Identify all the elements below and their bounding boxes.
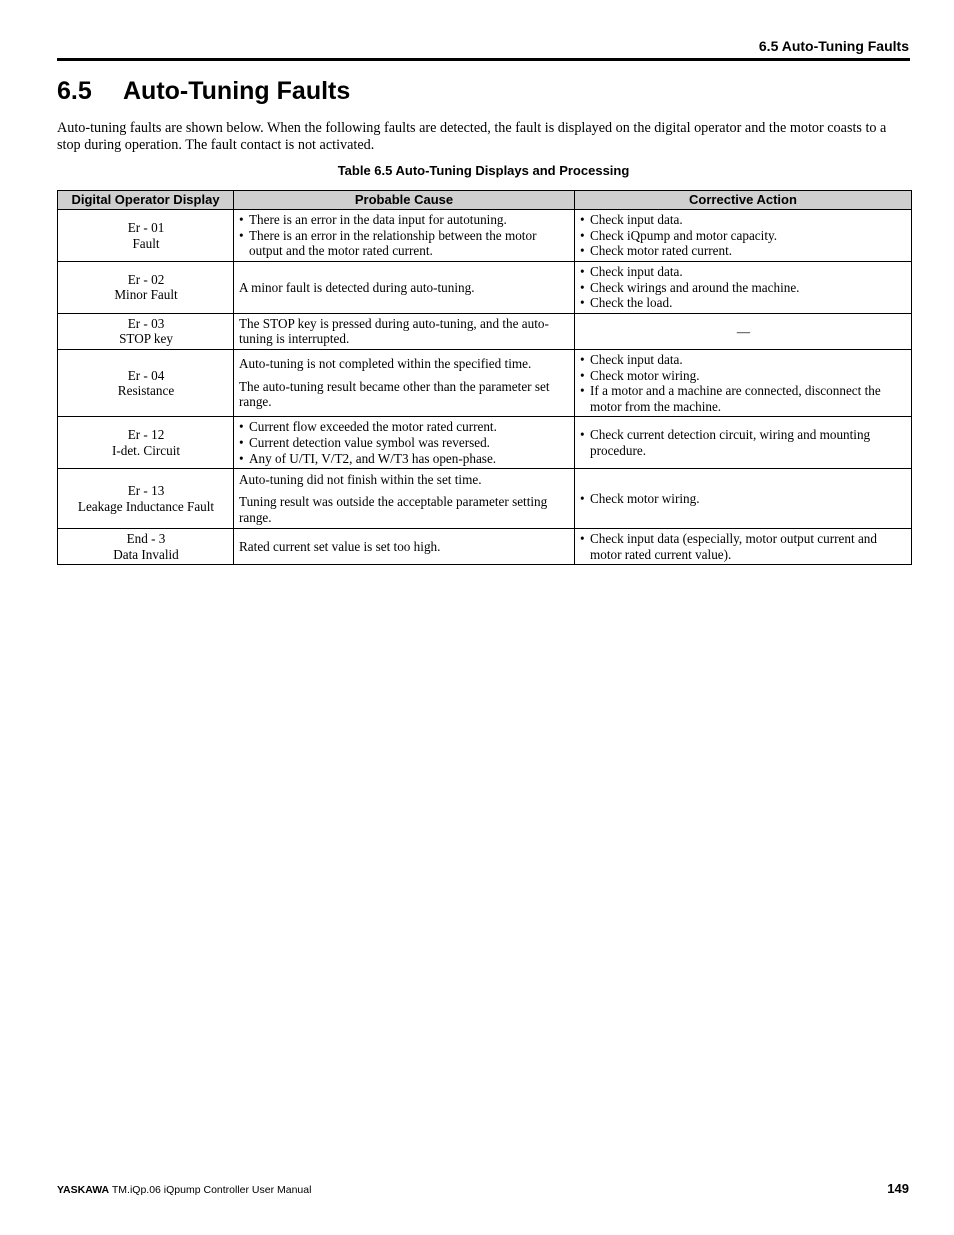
- footer-manual-title: TM.iQp.06 iQpump Controller User Manual: [111, 1184, 312, 1196]
- table-row: [58, 262, 912, 314]
- table-row: [58, 469, 912, 529]
- footer-brand: YASKAWA: [57, 1184, 110, 1196]
- corrective-action-cell: [575, 349, 912, 416]
- table-header-row: [58, 191, 912, 210]
- table-row: [58, 529, 912, 565]
- action-item: • Check current detection circuit, wiring and mounting procedure.: [580, 427, 907, 458]
- operator-display-cell: [58, 469, 234, 529]
- cause-item: • Current detection value symbol was reversed.: [239, 435, 570, 451]
- corrective-action-cell: [575, 529, 912, 565]
- cause-paragraph: Tuning result was outside the acceptable parameter setting range.: [239, 494, 548, 525]
- display-code: End - 3: [126, 531, 166, 547]
- display-label: I-det. Circuit: [111, 442, 181, 458]
- display-label: Leakage Inductance Fault: [77, 498, 215, 514]
- action-item: • Check iQpump and motor capacity.: [580, 228, 907, 244]
- cause-paragraph: Auto-tuning did not finish within the set time.: [239, 471, 482, 487]
- display-code: Er - 13: [127, 483, 165, 499]
- table-row: [58, 349, 912, 416]
- action-item: • If a motor and a machine are connected, disconnect the motor from the machine.: [580, 383, 907, 414]
- section-number: 6.5: [57, 77, 92, 105]
- operator-display-cell: [58, 262, 234, 314]
- operator-display-cell: [58, 313, 234, 349]
- display-code: Er - 01: [127, 219, 165, 235]
- table-row: [58, 417, 912, 469]
- display-label: STOP key: [119, 331, 173, 347]
- display-label: Minor Fault: [114, 287, 178, 303]
- section-title: [57, 76, 350, 106]
- display-label: Fault: [132, 235, 160, 251]
- action-item: • Check motor wiring.: [580, 368, 907, 384]
- cause-item: • There is an error in the data input for autotuning.: [239, 212, 570, 228]
- corrective-action-cell: [575, 262, 912, 314]
- action-item: • Check motor rated current.: [580, 243, 907, 259]
- action-item: • Check wirings and around the machine.: [580, 280, 907, 296]
- auto-tuning-faults-table: [57, 190, 912, 565]
- action-item: • Check input data.: [580, 264, 907, 280]
- column-header-action: Corrective Action: [575, 191, 912, 210]
- action-item: • Check input data.: [580, 212, 907, 228]
- table-row: [58, 210, 912, 262]
- display-code: Er - 03: [127, 315, 165, 331]
- corrective-action-cell: [575, 417, 912, 469]
- cause-paragraph: Auto-tuning is not completed within the specified time.: [239, 356, 532, 372]
- corrective-action-cell: [575, 210, 912, 262]
- intro-paragraph: Auto-tuning faults are shown below. When the following faults are detected, the fault is displayed on the digital operator and the motor coasts to a stop during operation. The fault contact is not activated.: [57, 120, 887, 153]
- column-header-cause: Probable Cause: [234, 191, 575, 210]
- probable-cause-cell: [234, 469, 575, 529]
- cause-item: • Current flow exceeded the motor rated current.: [239, 419, 570, 435]
- running-header: 6.5 Auto-Tuning Faults: [758, 38, 909, 54]
- column-header-display: Digital Operator Display: [58, 191, 234, 210]
- cause-paragraph: The auto-tuning result became other than the parameter set range.: [239, 378, 550, 410]
- cause-paragraph: A minor fault is detected during auto-tuning.: [239, 279, 475, 295]
- footer: [57, 1184, 311, 1196]
- display-code: Er - 02: [127, 271, 165, 287]
- cause-paragraph: The STOP key is pressed during auto-tuning, and the auto-tuning is interrupted.: [239, 315, 549, 347]
- cause-item: • Any of U/TI, V/T2, and W/T3 has open-phase.: [239, 451, 570, 467]
- probable-cause-cell: [234, 529, 575, 565]
- operator-display-cell: [58, 349, 234, 416]
- probable-cause-cell: [234, 210, 575, 262]
- action-item: • Check motor wiring.: [580, 491, 907, 507]
- table-caption: Table 6.5 Auto-Tuning Displays and Processing: [337, 163, 630, 178]
- not-applicable-dash: —: [736, 323, 751, 339]
- cause-paragraph: Rated current set value is set too high.: [239, 538, 441, 554]
- operator-display-cell: [58, 210, 234, 262]
- operator-display-cell: [58, 529, 234, 565]
- header-rule: [57, 58, 910, 61]
- display-label: Resistance: [117, 383, 175, 399]
- action-item: • Check input data.: [580, 352, 907, 368]
- probable-cause-cell: [234, 417, 575, 469]
- corrective-action-cell: [575, 313, 912, 349]
- display-code: Er - 04: [127, 367, 165, 383]
- cause-item: • There is an error in the relationship between the motor output and the motor rated current.: [239, 228, 570, 259]
- action-item: • Check the load.: [580, 295, 907, 311]
- display-code: Er - 12: [127, 427, 165, 443]
- probable-cause-cell: [234, 313, 575, 349]
- page-number: 149: [887, 1181, 909, 1196]
- action-item: • Check input data (especially, motor output current and motor rated current value).: [580, 531, 907, 562]
- corrective-action-cell: [575, 469, 912, 529]
- display-label: Data Invalid: [113, 546, 179, 562]
- section-title-text: Auto-Tuning Faults: [123, 77, 351, 105]
- probable-cause-cell: [234, 349, 575, 416]
- probable-cause-cell: [234, 262, 575, 314]
- table-row: [58, 313, 912, 349]
- operator-display-cell: [58, 417, 234, 469]
